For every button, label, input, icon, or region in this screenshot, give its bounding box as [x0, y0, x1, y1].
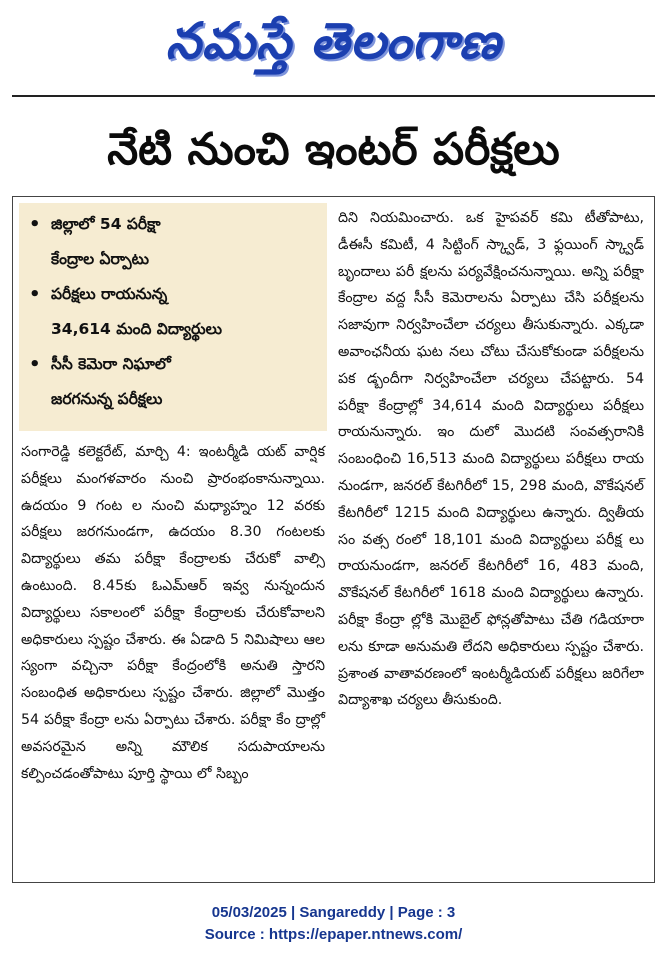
- top-divider: [12, 95, 655, 97]
- highlights-box: [19, 203, 327, 431]
- newspaper-logo: నమస్తే తెలంగాణ: [165, 12, 502, 70]
- highlight-text: జిల్లాలో 54 పరీక్షా కేంద్రాల ఏర్పాటు: [51, 215, 161, 268]
- left-column: [19, 203, 327, 787]
- highlight-text: పరీక్షలు రాయనున్న 34,614 మంది విద్యార్థులు: [51, 285, 222, 338]
- body-text-right: దిని నియమించారు. ఒక హైపవర్ కమి టీతోపాటు, డీఈసీ కమిటీ, 4 సిట్టింగ్ స్క్వాడ్, 3 ఫ్లయింగ్ స్క్వాడ్ బృందాలు పరీ క్షలను పర్యవేక్షించనున్నాయి. అన్ని పరీక్షా కేంద్రాల వద్ద సీసీ కెమెరాలను ఏర్పాటు చేసి పరీక్షలను సజావుగా నిర్వహించేలా చర్యలు తీసుకున్నారు. ఎక్కడా అవాంఛనీయ ఘట నలు చోటు చేసుకోకుండా పరీక్షలను పక డ్బందీగా నిర్వహించేలా చర్యలు చేపట్టారు. 54 పరీక్షా కేంద్రాల్లో 34,614 మంది విద్యార్థులు పరీక్షలు రాయనున్నారు. ఇం దులో మొదటి సంవత్సరానికి సంబంధించి 16,513 మంది విద్యార్థులు పరీక్షలు రాయ నుండగా, జనరల్ కేటగిరీలో 15, 298 మంది, వొకేషనల్ కేటగిరీలో 1215 మంది విద్యార్థులు ఉన్నారు. ద్వితీయ సం వత్స రంలో 18,101 మంది విద్యార్థులు పరీక్ష లు రాయనుండగా, జనరల్ కేటగిరీలో 16, 483 మంది, వొకేషనల్ కేటగిరీలో 1618 మంది విద్యార్థులు ఉన్నారు. పరీక్షా కేంద్రా ల్లోకి మొబైల్ ఫోన్లతోపాటు చేతి గడియారా లను కూడా అనుమతి లేదని అధికారులు స్పష్టం చేశారు. ప్రశాంత వాతావరణంలో ఇంటర్మీడియట్ పరీక్షలు జరిగేలా విద్యాశాఖ చర్యలు తీసుకుంది.: [338, 210, 644, 709]
- bullet-icon: •: [29, 354, 41, 375]
- body-text-left: సంగారెడ్డి కలెక్టరేట్, మార్చి 4: ఇంటర్మీడి యట్ వార్షిక పరీక్షలు మంగళవారం నుంచి ప్రారంభంకానున్నాయి. ఉదయం 9 గంట ల నుంచి మధ్యాహ్నం 12 వరకు పరీక్షలు జరగనుండగా, ఉదయం 8.30 గంటలకు విద్యార్థులు తమ పరీక్షా కేంద్రాలకు చేరుకో వాల్సి ఉంటుంది. 8.45కు ఓఎమ్ఆర్ ఇవ్వ నున్నందున విద్యార్థులు సకాలంలో పరీక్షా కేంద్రాలకు చేరుకోవాలని అధికారులు స్పష్టం చేశారు. ఈ ఏడాది 5 నిమిషాలు ఆల స్యంగా వచ్చినా పరీక్షా కేంద్రంలోకి అనుతి స్తారని సంబంధిత అధికారులు స్పష్టం చేశారు. జిల్లాలో మొత్తం 54 పరీక్షా కేంద్రా లను ఏర్పాటు చేశారు. పరీక్షా కేం ద్రాల్లో అవసరమైన అన్ని మౌలిక సదుపాయాలను కల్పించడంతోపాటు పూర్తి స్థాయి లో సిబ్బం: [21, 444, 325, 782]
- masthead: [0, 0, 667, 82]
- right-column: [336, 205, 646, 714]
- footer: [0, 902, 667, 946]
- highlight-item: [29, 347, 317, 417]
- highlight-item: [29, 277, 317, 347]
- highlight-text: సీసీ కెమెరా నిఘాలో జరగనున్న పరీక్షలు: [51, 355, 171, 408]
- bullet-icon: •: [29, 284, 41, 305]
- footer-dateline: 05/03/2025 | Sangareddy | Page : 3: [211, 904, 456, 921]
- bullet-icon: •: [29, 214, 41, 235]
- article-headline: నేటి నుంచి ఇంటర్ పరీక్షలు: [107, 124, 560, 175]
- article-body: [12, 196, 655, 883]
- highlight-item: [29, 207, 317, 277]
- footer-source: Source : https://epaper.ntnews.com/: [204, 926, 463, 943]
